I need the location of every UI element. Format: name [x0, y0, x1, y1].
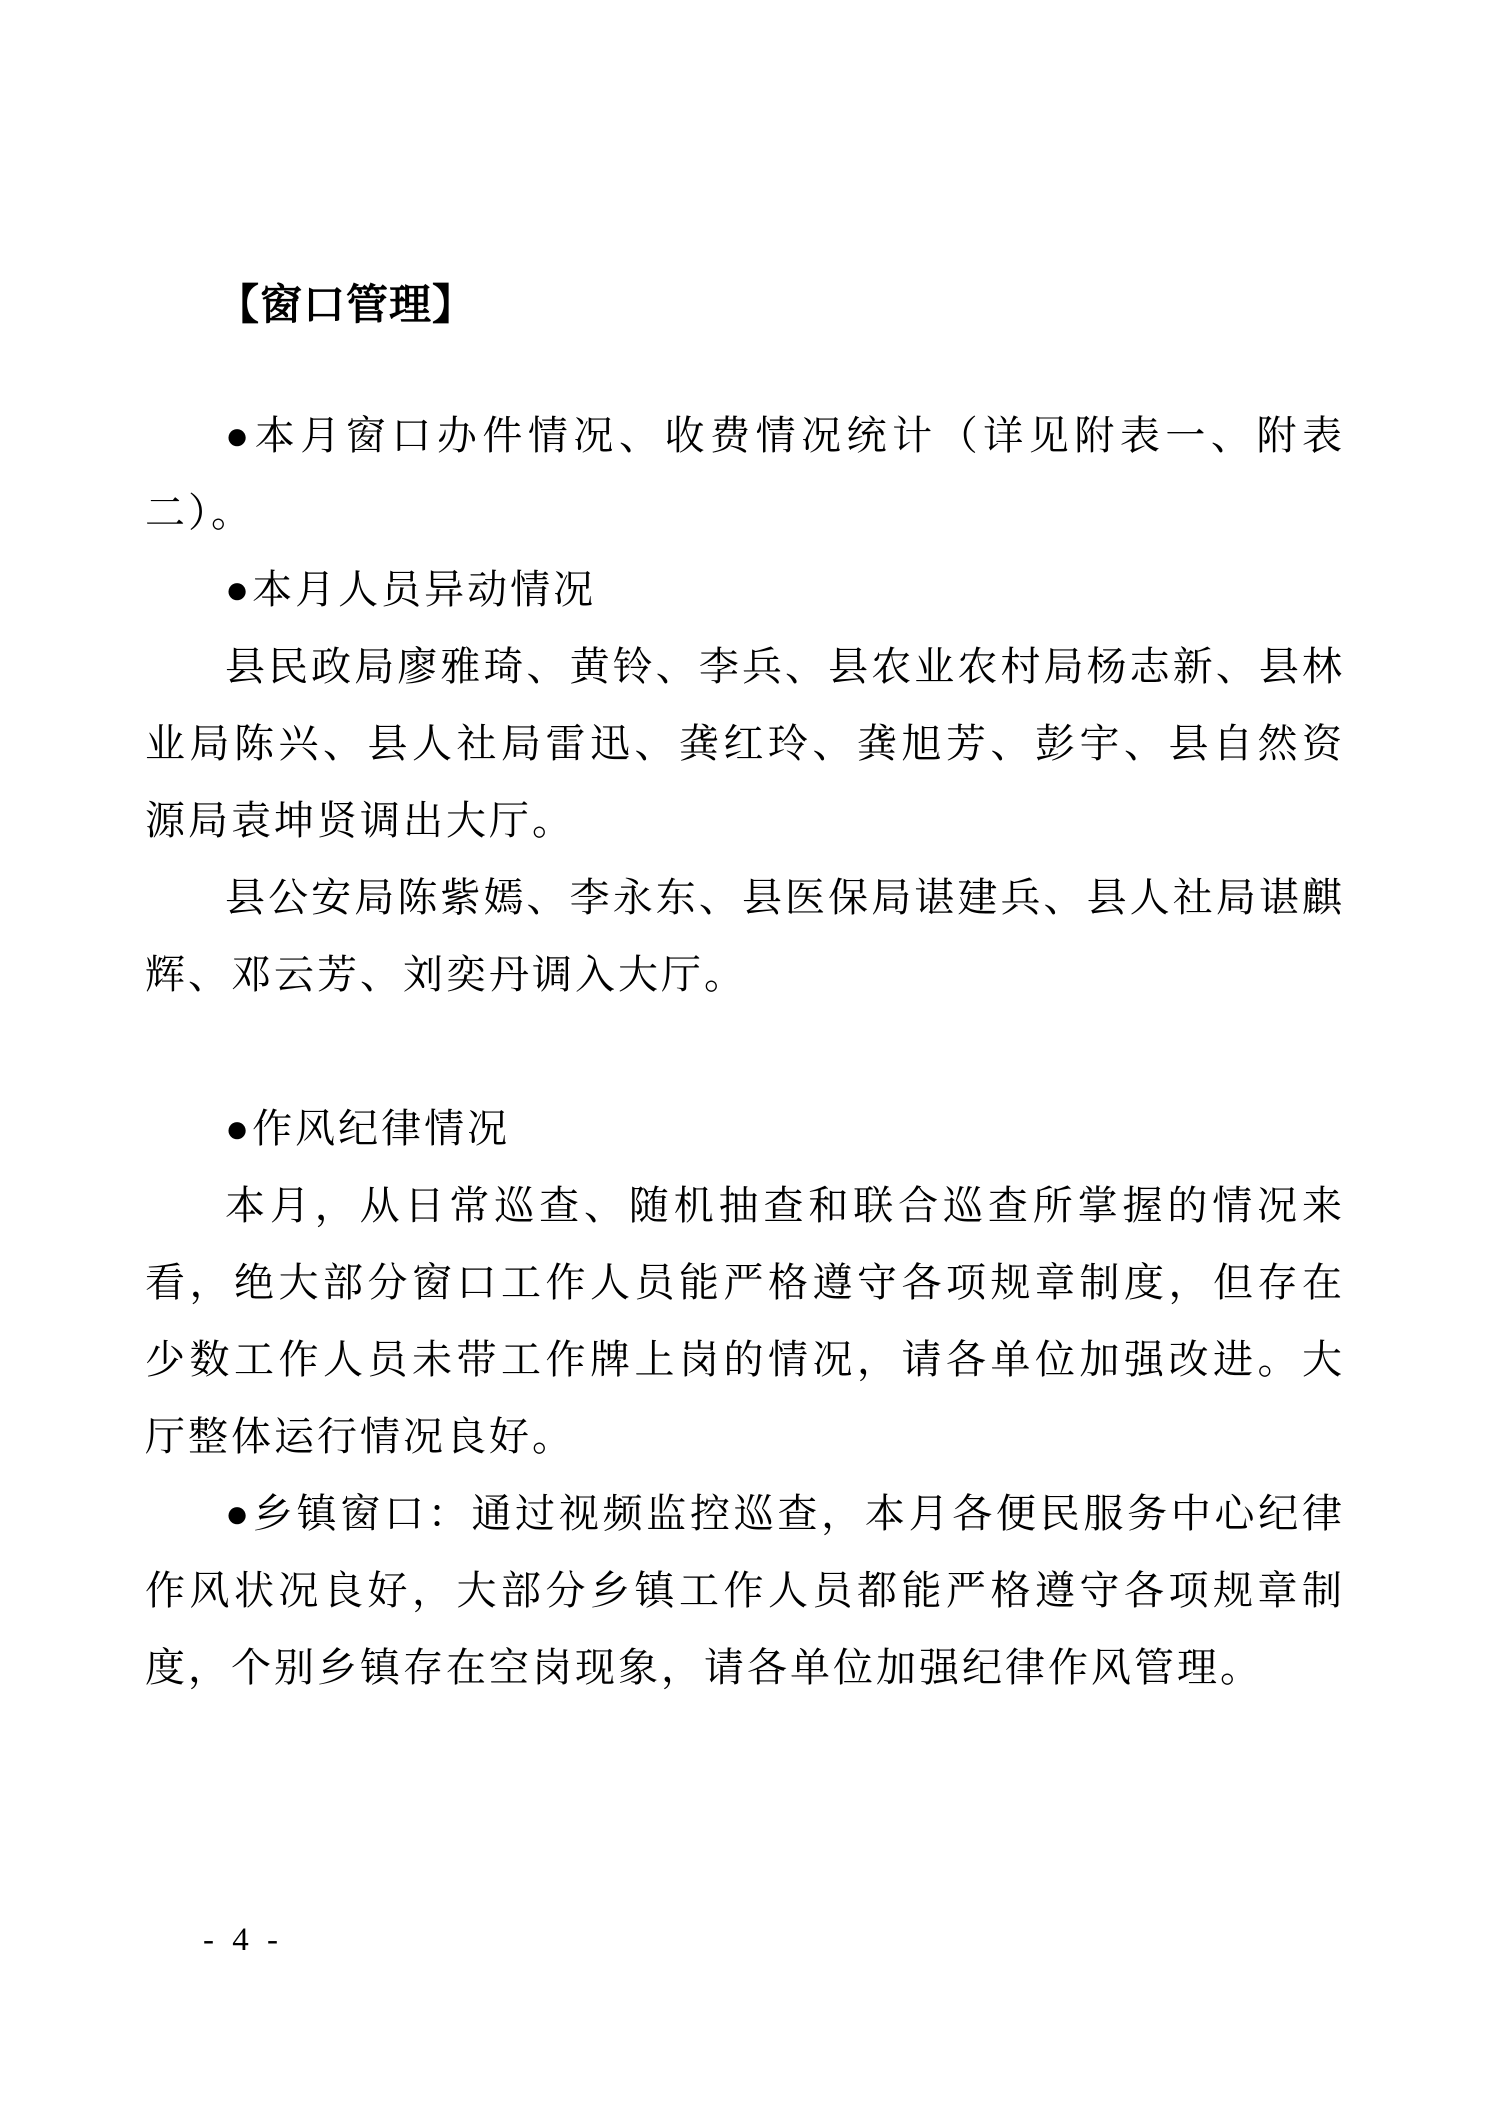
page-number: - 4 -	[203, 1922, 283, 1958]
bullet-item-monthly-stats: ●本月窗口办件情况、收费情况统计（详见附表一、附表二）。	[145, 413, 1345, 535]
bullet-item-personnel-changes: ●本月人员异动情况	[225, 567, 597, 612]
section-title: 【窗口管理】	[217, 281, 476, 328]
paragraph-transfer-in: 县公安局陈紫嫣、李永东、县医保局谌建兵、县人社局谌麒辉、邓云芳、刘奕丹调入大厅。	[145, 875, 1345, 997]
bullet-item-discipline: ●作风纪律情况	[225, 1106, 511, 1151]
paragraph-discipline-detail: 本月，从日常巡查、随机抽查和联合巡查所掌握的情况来看，绝大部分窗口工作人员能严格遵守各项规章制度，但存在少数工作人员未带工作牌上岗的情况，请各单位加强改进。大厅整体运行情况良好。	[145, 1183, 1345, 1459]
document-content	[145, 283, 1345, 1706]
document-body	[145, 397, 1345, 1706]
bullet-item-township-windows: ●乡镇窗口：通过视频监控巡查，本月各便民服务中心纪律作风状况良好，大部分乡镇工作人员都能严格遵守各项规章制度，个别乡镇存在空岗现象，请各单位加强纪律作风管理。	[145, 1491, 1345, 1690]
paragraph-transfer-out: 县民政局廖雅琦、黄铃、李兵、县农业农村局杨志新、县林业局陈兴、县人社局雷迅、龚红玲、龚旭芳、彭宇、县自然资源局袁坤贤调出大厅。	[145, 644, 1345, 843]
